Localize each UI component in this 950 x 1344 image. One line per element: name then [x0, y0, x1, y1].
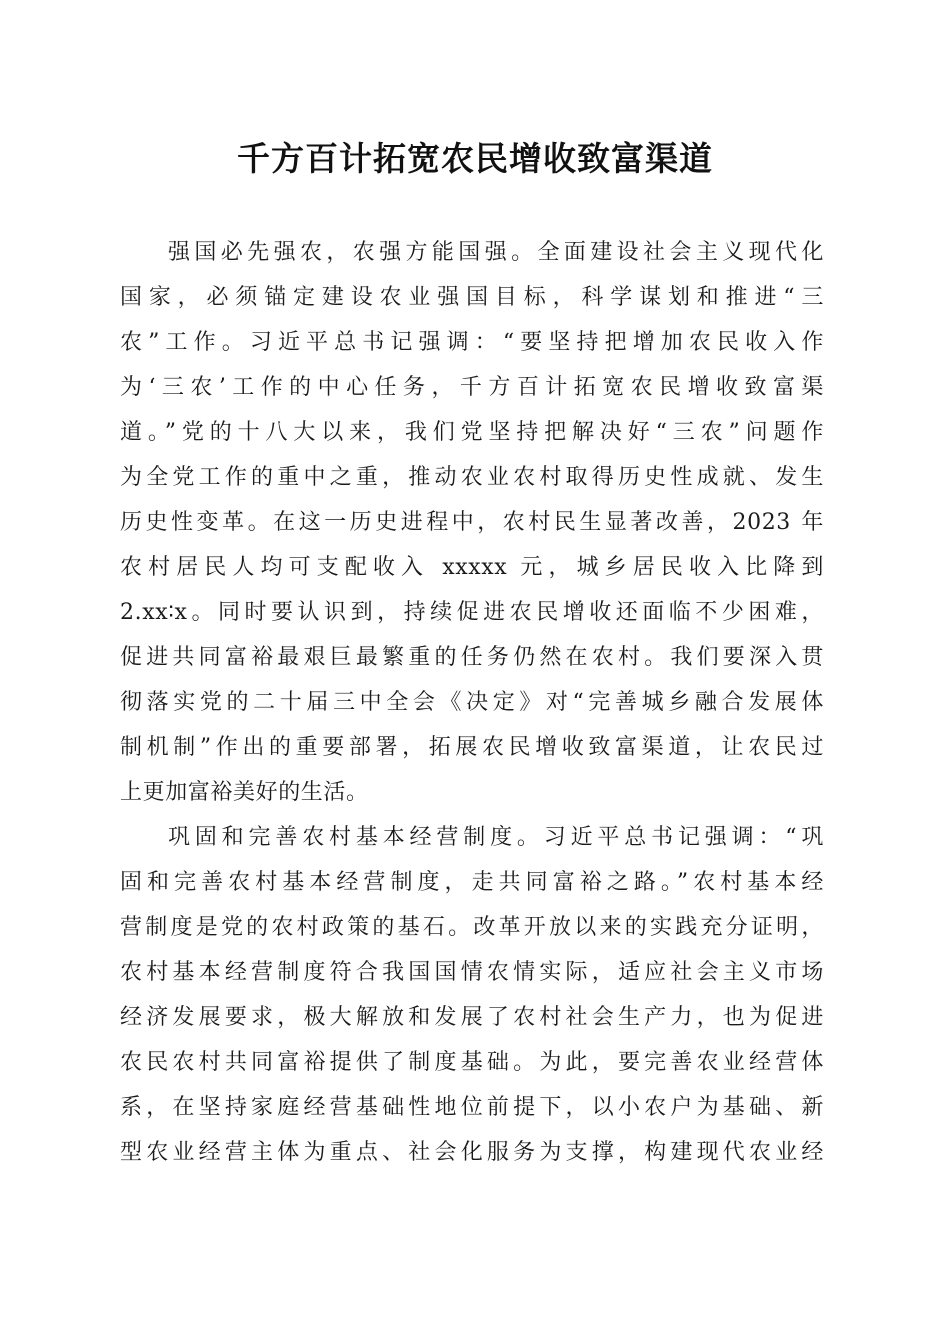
paragraph-line: 农”工作。习近平总书记强调：“要坚持把增加农民收入作	[120, 330, 824, 355]
paragraph-line: 经济发展要求，极大解放和发展了农村社会生产力，也为促进	[120, 1005, 824, 1030]
paragraph-line: 营制度是党的农村政策的基石。改革开放以来的实践充分证明，	[120, 915, 824, 940]
paragraph-line: 系，在坚持家庭经营基础性地位前提下，以小农户为基础、新	[120, 1095, 824, 1120]
paragraph-line: 农民农村共同富裕提供了制度基础。为此，要完善农业经营体	[120, 1050, 824, 1075]
document-body	[120, 230, 824, 1175]
paragraph-line: 固和完善农村基本经营制度，走共同富裕之路。”农村基本经	[120, 870, 824, 895]
paragraph-2	[120, 815, 824, 1175]
paragraph-line: 国家，必须锚定建设农业强国目标，科学谋划和推进“三	[120, 285, 824, 310]
document-title: 千方百计拓宽农民增收致富渠道	[237, 139, 713, 178]
paragraph-1	[120, 230, 824, 815]
paragraph-line: 为‘三农’工作的中心任务，千方百计拓宽农民增收致富渠	[120, 375, 824, 400]
paragraph-line: 促进共同富裕最艰巨最繁重的任务仍然在农村。我们要深入贯	[120, 645, 824, 670]
paragraph-line: 为全党工作的重中之重，推动农业农村取得历史性成就、发生	[120, 465, 824, 490]
paragraph-line: 巩固和完善农村基本经营制度。习近平总书记强调：“巩	[168, 825, 824, 850]
paragraph-line: 农村居民人均可支配收入 xxxxx 元，城乡居民收入比降到	[120, 555, 824, 580]
paragraph-line: 历史性变革。在这一历史进程中，农村民生显著改善，2023 年	[120, 510, 824, 535]
paragraph-line: 上更加富裕美好的生活。	[120, 780, 369, 805]
paragraph-line: 农村基本经营制度符合我国国情农情实际，适应社会主义市场	[120, 960, 824, 985]
paragraph-line: 道。”党的十八大以来，我们党坚持把解决好“三农”问题作	[120, 420, 824, 445]
paragraph-line: 制机制”作出的重要部署，拓展农民增收致富渠道，让农民过	[120, 735, 824, 760]
paragraph-line: 彻落实党的二十届三中全会《决定》对“完善城乡融合发展体	[120, 690, 824, 715]
paragraph-line: 2.xx∶x。同时要认识到，持续促进农民增收还面临不少困难，	[120, 600, 824, 625]
paragraph-line: 强国必先强农，农强方能国强。全面建设社会主义现代化	[168, 240, 824, 265]
paragraph-line: 型农业经营主体为重点、社会化服务为支撑，构建现代农业经	[120, 1140, 824, 1165]
